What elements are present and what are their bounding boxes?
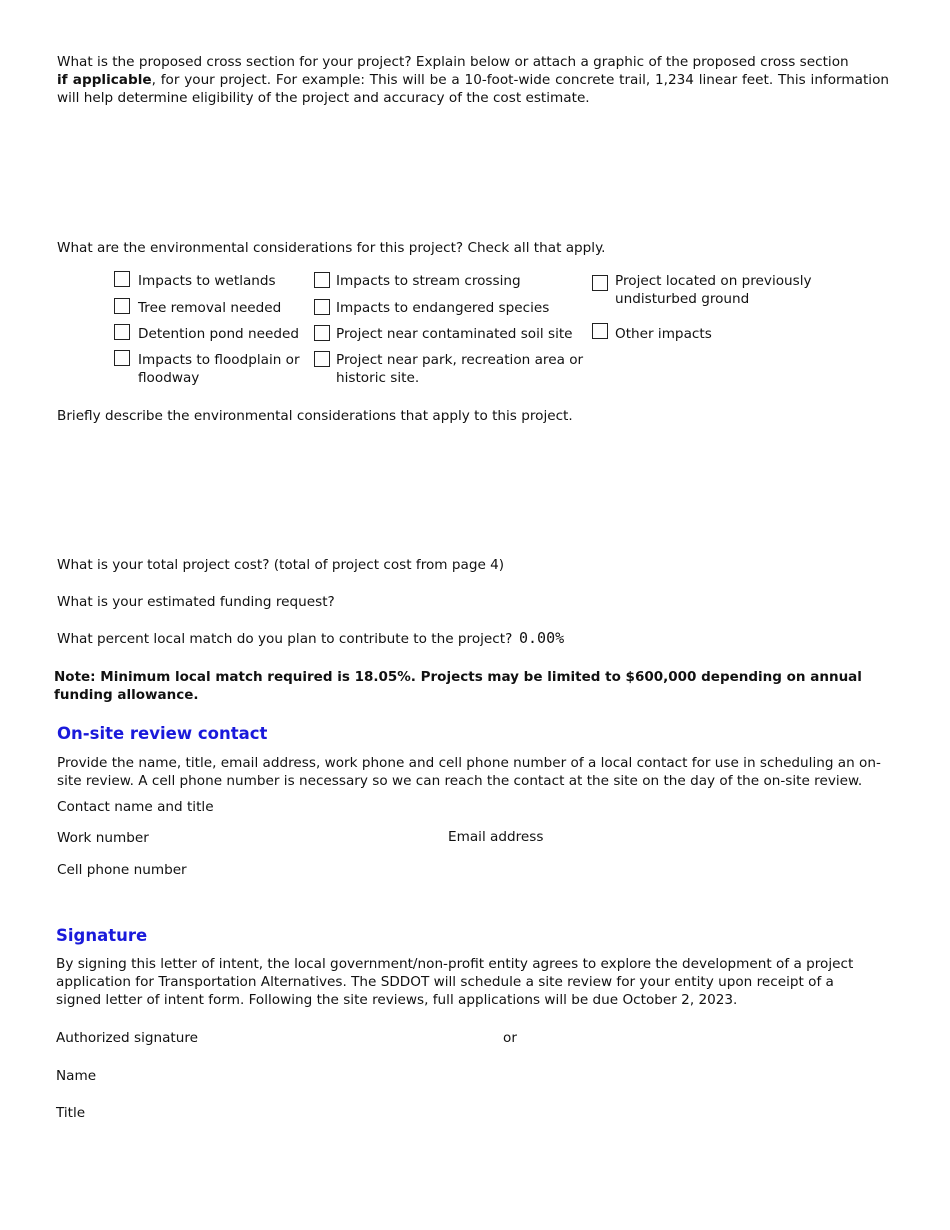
environmental-question: What are the environmental considerations for this project? Check all that apply. [57,240,606,256]
funding-request-question: What is your estimated funding request? [57,594,335,610]
onsite-review-heading: On-site review contact [57,724,268,743]
label-endangered-species: Impacts to endangered species [336,300,550,316]
title-label: Title [56,1105,86,1121]
contact-name-field[interactable] [220,797,884,819]
work-number-label: Work number [57,830,149,846]
cell-phone-field[interactable] [195,860,499,882]
checkbox-other-impacts[interactable] [592,323,608,339]
if-applicable-emphasis: if applicable [57,72,152,88]
label-floodplain: Impacts to floodplain or floodway [138,352,300,386]
label-undisturbed-ground: Project located on previously undisturbed ground [615,273,812,307]
funding-request-field[interactable] [340,592,644,614]
environmental-description-field[interactable] [57,430,893,544]
checkbox-endangered-species[interactable] [314,299,330,315]
local-match-question: What percent local match do you plan to contribute to the project? [57,631,513,647]
authorized-signature-label: Authorized signature [56,1030,199,1046]
label-detention-pond: Detention pond needed [138,326,299,342]
email-address-label: Email address [448,829,544,845]
checkbox-undisturbed-ground[interactable] [592,275,608,291]
name-label: Name [56,1068,97,1084]
or-label: or [503,1030,517,1046]
checkbox-tree-removal[interactable] [114,298,130,314]
checkbox-contaminated-soil[interactable] [314,325,330,341]
title-field[interactable] [110,1103,514,1125]
cross-section-question-line1: What is the proposed cross section for your project? Explain below or attach a graphic of the proposed cross section [57,54,849,70]
total-cost-field[interactable] [510,555,814,577]
email-address-field[interactable] [550,827,884,849]
cross-section-question [57,71,889,107]
label-park-recreation: Project near park, recreation area or historic site. [336,352,584,386]
local-match-value[interactable]: 0.00% [519,629,565,647]
contact-name-label: Contact name and title [57,799,214,815]
cell-phone-label: Cell phone number [57,862,187,878]
label-tree-removal: Tree removal needed [138,300,282,316]
signature-heading: Signature [56,926,148,945]
checkbox-stream-crossing[interactable] [314,272,330,288]
work-number-field[interactable] [155,828,439,850]
onsite-review-description: Provide the name, title, email address, work phone and cell phone number of a local contact for use in scheduling an on-site review. A cell phone number is necessary so we can reach the contact at the site on the day of the on-site review. [57,755,881,789]
checkbox-wetlands[interactable] [114,271,130,287]
total-cost-question: What is your total project cost? (total of project cost from page 4) [57,557,505,573]
label-contaminated-soil: Project near contaminated soil site [336,326,573,342]
checkbox-floodplain[interactable] [114,350,130,366]
environmental-describe-label: Briefly describe the environmental considerations that apply to this project. [57,408,573,424]
cross-section-answer-field[interactable] [57,112,893,234]
label-wetlands: Impacts to wetlands [138,273,276,289]
authorized-signature-field[interactable] [210,1028,494,1050]
label-stream-crossing: Impacts to stream crossing [336,273,521,289]
name-field[interactable] [110,1066,514,1088]
signature-description: By signing this letter of intent, the local government/non-profit entity agrees to explore the development of a project application for Transportation Alternatives. The SDDOT will schedule a site review for your entity upon receipt of a signed letter of intent form. Following the site reviews, full applications will be due October 2, 2023. [56,956,854,1008]
label-other-impacts: Other impacts [615,326,712,342]
checkbox-park-recreation[interactable] [314,351,330,367]
cross-section-question-rest: , for your project. For example: This will be a 10-foot-wide concrete trail, 1,234 linear feet. This information will help determine eligibility of the project and accuracy of the cost estimate. [57,72,890,106]
checkbox-detention-pond[interactable] [114,324,130,340]
local-match-note: Note: Minimum local match required is 18.05%. Projects may be limited to $600,000 depending on annual funding allowance. [54,669,862,703]
